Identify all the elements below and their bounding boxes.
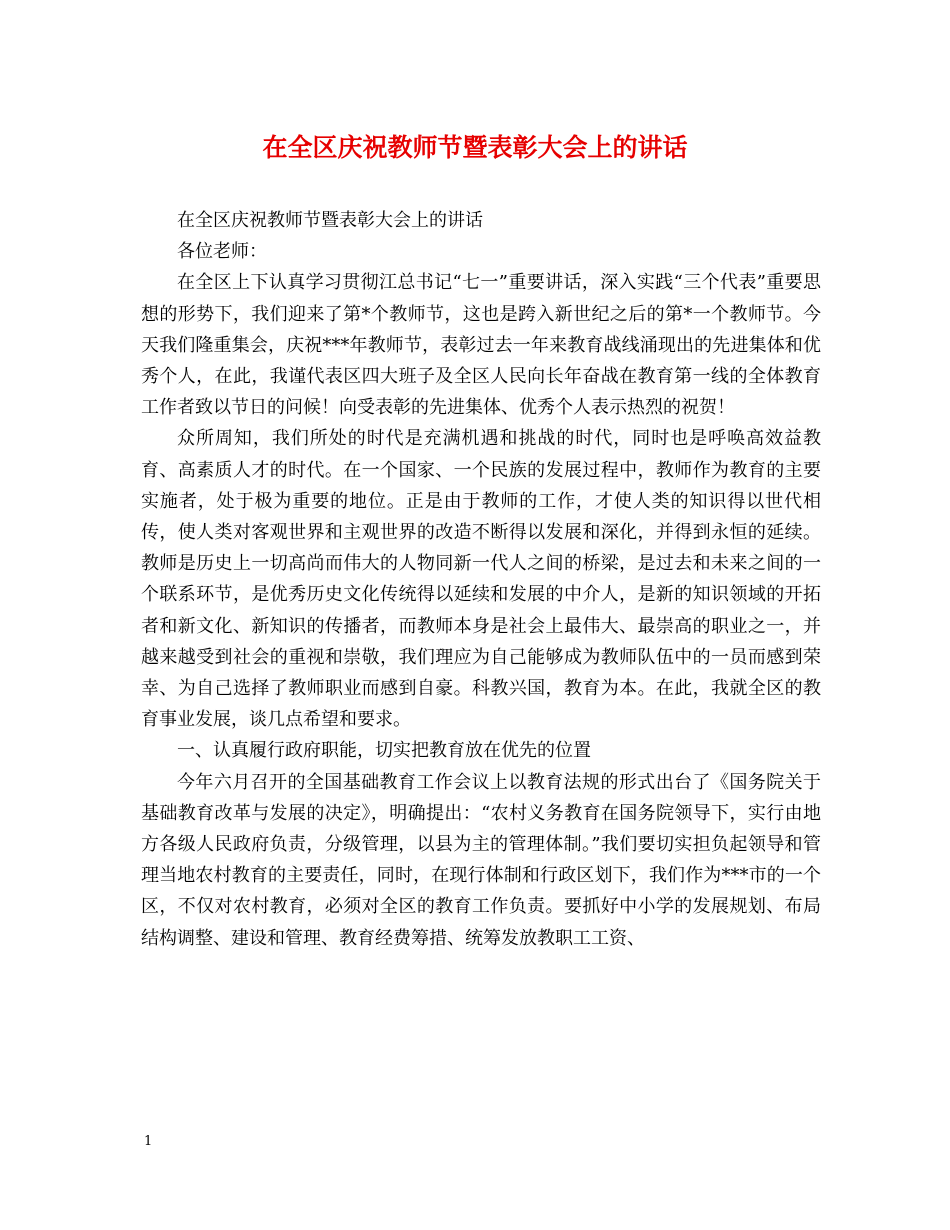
page-number: 1 (144, 1134, 153, 1149)
paragraph-subtitle: 在全区庆祝教师节暨表彰大会上的讲话 (177, 210, 483, 231)
paragraph-opening: 在全区上下认真学习贯彻江总书记“七一”重要讲话，深入实践“三个代表”重要思想的形势下，我们迎来了第*个教师节，这也是跨入新世纪之后的第*一个教师节。今天我们隆重集会，庆祝***年教师节，表彰过去一年来教育战线涌现出的先进集体和优秀个人，在此，我谨代表区四大班子及全区人民向长年奋战在教育第一线的全体教育工作者致以节日的问候！向受表彰的先进集体、优秀个人表示热烈的祝贺！ (141, 272, 821, 419)
paragraph-government-duty: 今年六月召开的全国基础教育工作会议上以教育法规的形式出台了《国务院关于基础教育改革与发展的决定》，明确提出：“农村义务教育在国务院领导下，实行由地方各级人民政府负责，分级管理，以县为主的管理体制。”我们要切实担负起领导和管理当地农村教育的主要责任，同时，在现行体制和行政区划下，我们作为***市的一个区，不仅对农村教育，必须对全区的教育工作负责。要抓好中小学的发展规划、布局结构调整、建设和管理、教育经费筹措、统筹发放教职工工资、 (141, 771, 821, 949)
paragraph-salutation: 各位老师： (177, 241, 267, 263)
document-body (141, 205, 821, 954)
section-heading-one: 一、认真履行政府职能，切实把教育放在优先的位置 (177, 740, 591, 762)
paragraph-teacher-role: 众所周知，我们所处的时代是充满机遇和挑战的时代，同时也是呼唤高效益教育、高素质人才的时代。在一个国家、一个民族的发展过程中，教师作为教育的主要实施者，处于极为重要的地位。正是由于教师的工作，才使人类的知识得以世代相传，使人类对客观世界和主观世界的改造不断得以发展和深化，并得到永恒的延续。教师是历史上一切高尚而伟大的人物同新一代人之间的桥梁，是过去和未来之间的一个联系环节，是优秀历史文化传统得以延续和发展的中介人，是新的知识领域的开拓者和新文化、新知识的传播者，而教师本身是社会上最伟大、最崇高的职业之一，并越来越受到社会的重视和崇敬，我们理应为自己能够成为教师队伍中的一员而感到荣幸、为自己选择了教师职业而感到自豪。科教兴国，教育为本。在此，我就全区的教育事业发展，谈几点希望和要求。 (141, 428, 821, 731)
document-title: 在全区庆祝教师节暨表彰大会上的讲话 (262, 133, 688, 162)
